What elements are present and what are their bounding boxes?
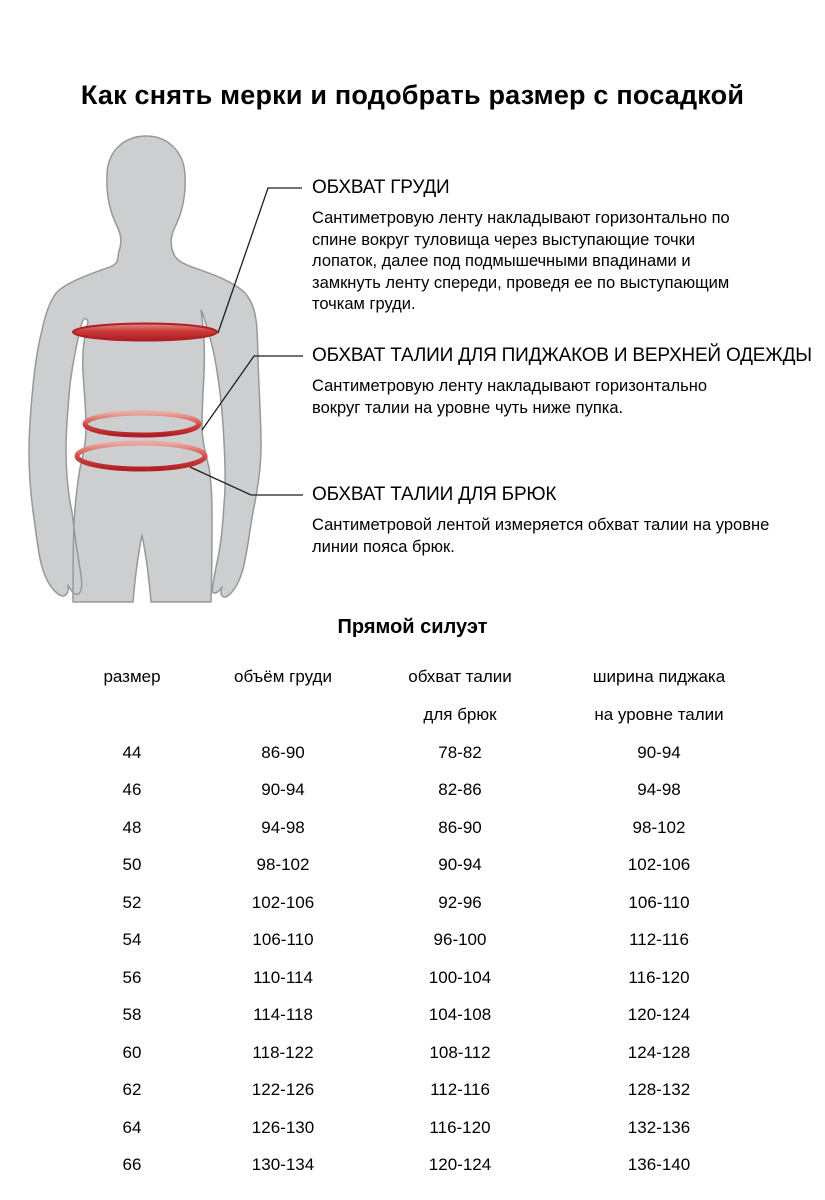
table-row xyxy=(60,959,760,997)
column-header-size-line2 xyxy=(60,696,204,734)
table-cell: 52 xyxy=(122,892,142,912)
table-cell: 136-140 xyxy=(627,1155,691,1175)
table-cell: 82-86 xyxy=(438,780,482,800)
table-cell: 104-108 xyxy=(428,1005,492,1025)
table-cell: 124-128 xyxy=(627,1042,691,1062)
table-cell: 98-102 xyxy=(256,855,310,875)
size-table-header xyxy=(60,658,760,734)
table-cell: 106-110 xyxy=(628,892,690,912)
table-cell: 122-126 xyxy=(251,1080,315,1100)
chest-measurement-heading: ОБХВАТ ГРУДИ xyxy=(312,177,450,198)
table-cell: 116-120 xyxy=(429,1117,491,1137)
table-row xyxy=(60,847,760,885)
table-cell: 106-110 xyxy=(252,930,314,950)
table-cell: 128-132 xyxy=(627,1080,691,1100)
table-cell: 86-90 xyxy=(438,817,482,837)
column-header-jacket-width-line1: ширина пиджака xyxy=(592,667,726,686)
table-row xyxy=(60,1109,760,1147)
table-cell: 114-118 xyxy=(253,1005,313,1025)
column-header-waist-line1: обхват талии xyxy=(408,667,512,686)
size-table xyxy=(60,658,760,1184)
table-cell: 116-120 xyxy=(628,967,690,987)
table-cell: 94-98 xyxy=(637,780,681,800)
size-table-title: Прямой силуэт xyxy=(337,616,488,638)
table-cell: 60 xyxy=(122,1042,142,1062)
table-cell: 94-98 xyxy=(261,817,305,837)
table-row xyxy=(60,734,760,772)
table-cell: 62 xyxy=(122,1080,142,1100)
table-row xyxy=(60,1034,760,1072)
table-cell: 64 xyxy=(122,1117,142,1137)
table-cell: 50 xyxy=(122,855,142,875)
table-cell: 44 xyxy=(122,742,142,762)
table-cell: 96-100 xyxy=(433,930,487,950)
table-row xyxy=(60,922,760,960)
table-row xyxy=(60,884,760,922)
table-cell: 102-106 xyxy=(251,892,315,912)
column-header-size: размер xyxy=(103,667,161,686)
male-silhouette xyxy=(29,136,261,602)
table-row xyxy=(60,809,760,847)
table-cell: 118-122 xyxy=(252,1042,314,1062)
column-header-chest: объём груди xyxy=(234,667,332,686)
table-cell: 132-136 xyxy=(627,1117,691,1137)
size-table-body xyxy=(60,734,760,1184)
table-cell: 90-94 xyxy=(438,855,482,875)
table-row xyxy=(60,1072,760,1110)
table-cell: 48 xyxy=(122,817,142,837)
trouser-waist-measurement-heading: ОБХВАТ ТАЛИИ ДЛЯ БРЮК xyxy=(312,484,557,505)
table-cell: 90-94 xyxy=(637,742,681,762)
column-header-jacket-width-line2: на уровне талии xyxy=(594,705,724,724)
trouser-waist-measurement-description: Сантиметровой лентой измеряется обхват талии на уровне линии пояса брюк. xyxy=(312,516,770,556)
table-cell: 126-130 xyxy=(251,1117,315,1137)
table-cell: 120-124 xyxy=(627,1005,691,1025)
trouser-waist-measurement-callout xyxy=(312,484,780,558)
table-cell: 46 xyxy=(122,780,142,800)
table-cell: 130-134 xyxy=(251,1155,315,1175)
table-cell: 78-82 xyxy=(438,742,482,762)
jacket-waist-measurement-description: Сантиметровую ленту накладывают горизонтально вокруг талии на уровне чуть ниже пупка. xyxy=(312,377,708,417)
table-cell: 86-90 xyxy=(261,742,305,762)
chest-band xyxy=(73,324,217,341)
table-cell: 112-116 xyxy=(430,1080,490,1100)
table-cell: 54 xyxy=(122,930,142,950)
table-cell: 102-106 xyxy=(627,855,691,875)
table-cell: 108-112 xyxy=(429,1042,491,1062)
chest-measurement-callout xyxy=(312,177,762,316)
table-cell: 56 xyxy=(122,967,142,987)
table-cell: 90-94 xyxy=(261,780,305,800)
table-cell: 100-104 xyxy=(428,967,492,987)
column-header-chest-line2 xyxy=(204,696,362,734)
jacket-waist-measurement-callout xyxy=(312,345,812,419)
table-cell: 112-116 xyxy=(629,930,689,950)
table-cell: 120-124 xyxy=(428,1155,492,1175)
table-cell: 110-114 xyxy=(253,967,313,987)
page-title: Как снять мерки и подобрать размер с посадкой xyxy=(80,80,745,110)
table-cell: 58 xyxy=(122,1005,142,1025)
table-cell: 98-102 xyxy=(632,817,686,837)
table-cell: 66 xyxy=(122,1155,142,1175)
table-row xyxy=(60,1147,760,1185)
table-cell: 92-96 xyxy=(438,892,482,912)
chest-measurement-description: Сантиметровую ленту накладывают горизонтально по спине вокруг туловища через выступающие точки лопаток, далее под подмышечными впадинами и замкнуть ленту спереди, проведя ее по выступающим точкам груди. xyxy=(312,209,730,313)
jacket-waist-measurement-heading: ОБХВАТ ТАЛИИ ДЛЯ ПИДЖАКОВ И ВЕРХНЕЙ ОДЕЖДЫ xyxy=(312,345,812,366)
table-row xyxy=(60,772,760,810)
table-row xyxy=(60,997,760,1035)
column-header-waist-line2: для брюк xyxy=(423,705,497,724)
